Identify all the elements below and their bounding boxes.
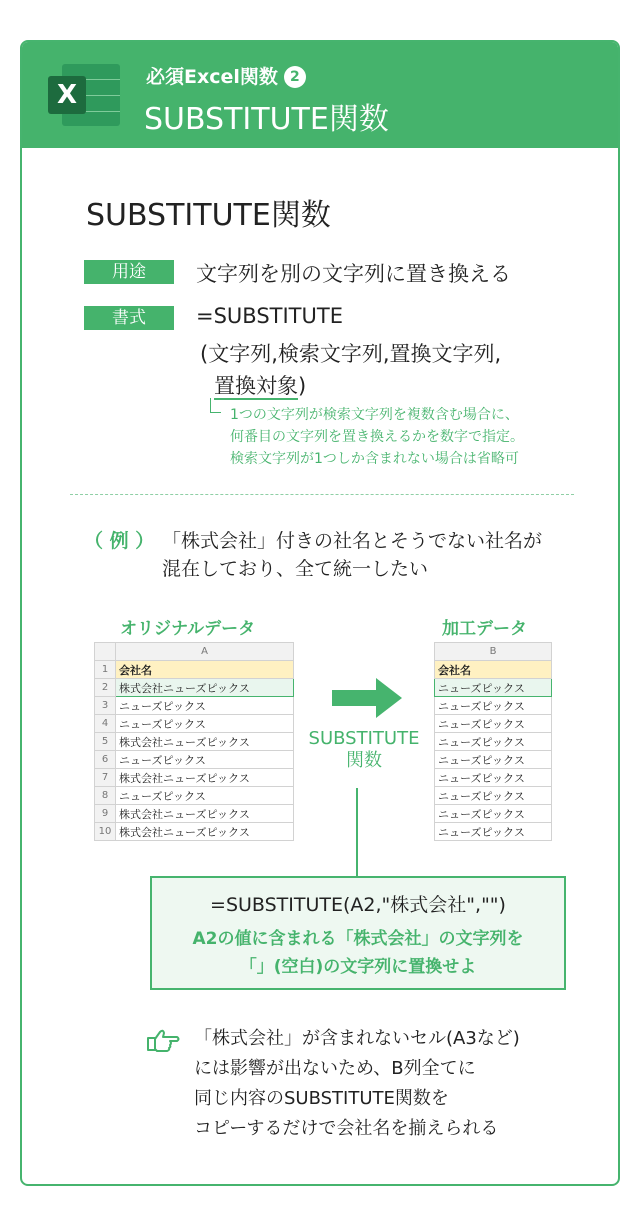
- tip-line: には影響が出ないため、B列全てに: [194, 1058, 476, 1079]
- table-cell-selected: ニューズピックス: [435, 679, 552, 697]
- card: [20, 40, 620, 1186]
- usage-text: 文字列を別の文字列に置き換える: [196, 262, 511, 286]
- usage-tag: 用途: [84, 260, 174, 284]
- table-cell-selected: 株式会社ニューズピックス: [116, 679, 294, 697]
- tip-line: 「株式会社」が含まれないセル(A3など): [194, 1028, 520, 1049]
- formula-code: =SUBSTITUTE(A2,"株式会社",""): [210, 894, 506, 916]
- connector-line: [356, 788, 358, 876]
- table-cell: ニューズピックス: [435, 715, 552, 733]
- table-cell: 株式会社ニューズピックス: [116, 733, 294, 751]
- syntax-line1: =SUBSTITUTE: [196, 304, 343, 328]
- syntax-line3: [214, 370, 306, 400]
- table-cell: ニューズピックス: [116, 787, 294, 805]
- row-number: 9: [95, 805, 116, 823]
- table-cell: ニューズピックス: [116, 751, 294, 769]
- function-label: SUBSTITUTE 関数: [308, 728, 420, 771]
- syntax-close: ): [298, 374, 307, 398]
- syntax-arg4: 置換対象: [214, 374, 298, 398]
- formula-explain: A2の値に含まれる「株式会社」の文字列を: [192, 929, 524, 949]
- row-number: 7: [95, 769, 116, 787]
- header-number-badge: 2: [284, 66, 306, 88]
- note-line: 検索文字列が1つしか含まれない場合は省略可: [230, 451, 519, 467]
- divider: [70, 494, 574, 495]
- row-number: 10: [95, 823, 116, 841]
- excel-logo-icon: [44, 58, 124, 132]
- pointing-hand-icon: [146, 1026, 180, 1054]
- table-cell: ニューズピックス: [435, 751, 552, 769]
- header-subtitle: 必須Excel関数 2: [146, 62, 306, 89]
- processed-caption: 加工データ: [442, 619, 527, 639]
- arrow-right-icon: [332, 678, 402, 718]
- row-number: 6: [95, 751, 116, 769]
- page-title: SUBSTITUTE関数: [86, 198, 331, 233]
- original-caption: オリジナルデータ: [120, 619, 256, 639]
- row-number: 8: [95, 787, 116, 805]
- table-cell: 会社名: [435, 661, 552, 679]
- formula-box: [150, 876, 566, 990]
- table-cell: ニューズピックス: [435, 733, 552, 751]
- example-tag: （ 例 ）: [84, 530, 155, 552]
- example-line: 「株式会社」付きの社名とそうでない社名が: [162, 530, 543, 552]
- table-cell: 株式会社ニューズピックス: [116, 805, 294, 823]
- original-table: [94, 642, 294, 841]
- note-bracket: [210, 398, 221, 413]
- note-line: 何番目の文字列を置き換えるかを数字で指定。: [230, 429, 524, 445]
- table-cell: 株式会社ニューズピックス: [116, 769, 294, 787]
- row-number: 3: [95, 697, 116, 715]
- row-number: 4: [95, 715, 116, 733]
- table-cell: ニューズピックス: [435, 805, 552, 823]
- processed-table: [434, 642, 552, 841]
- note-line: 1つの文字列が検索文字列を複数含む場合に、: [230, 407, 519, 423]
- column-header: B: [435, 643, 552, 661]
- row-number: 1: [95, 661, 116, 679]
- excel-logo-letter: X: [48, 76, 86, 114]
- formula-explain: 「」(空白)の文字列に置換せよ: [239, 957, 477, 977]
- tip-line: コピーするだけで会社名を揃えられる: [194, 1118, 499, 1139]
- tip-line: 同じ内容のSUBSTITUTE関数を: [194, 1088, 449, 1109]
- row-number: 5: [95, 733, 116, 751]
- table-cell: ニューズピックス: [435, 769, 552, 787]
- table-cell: ニューズピックス: [435, 823, 552, 841]
- table-cell: ニューズピックス: [435, 787, 552, 805]
- column-header: A: [116, 643, 294, 661]
- example-line: 混在しており、全て統一したい: [162, 558, 429, 580]
- table-cell: ニューズピックス: [435, 697, 552, 715]
- table-cell: 会社名: [116, 661, 294, 679]
- header-banner: [22, 42, 618, 148]
- corner-cell: [95, 643, 116, 661]
- row-number: 2: [95, 679, 116, 697]
- table-cell: ニューズピックス: [116, 715, 294, 733]
- table-cell: 株式会社ニューズピックス: [116, 823, 294, 841]
- header-title: SUBSTITUTE関数: [144, 102, 389, 137]
- syntax-line2: (文字列,検索文字列,置換文字列,: [200, 342, 502, 366]
- syntax-tag: 書式: [84, 306, 174, 330]
- table-cell: ニューズピックス: [116, 697, 294, 715]
